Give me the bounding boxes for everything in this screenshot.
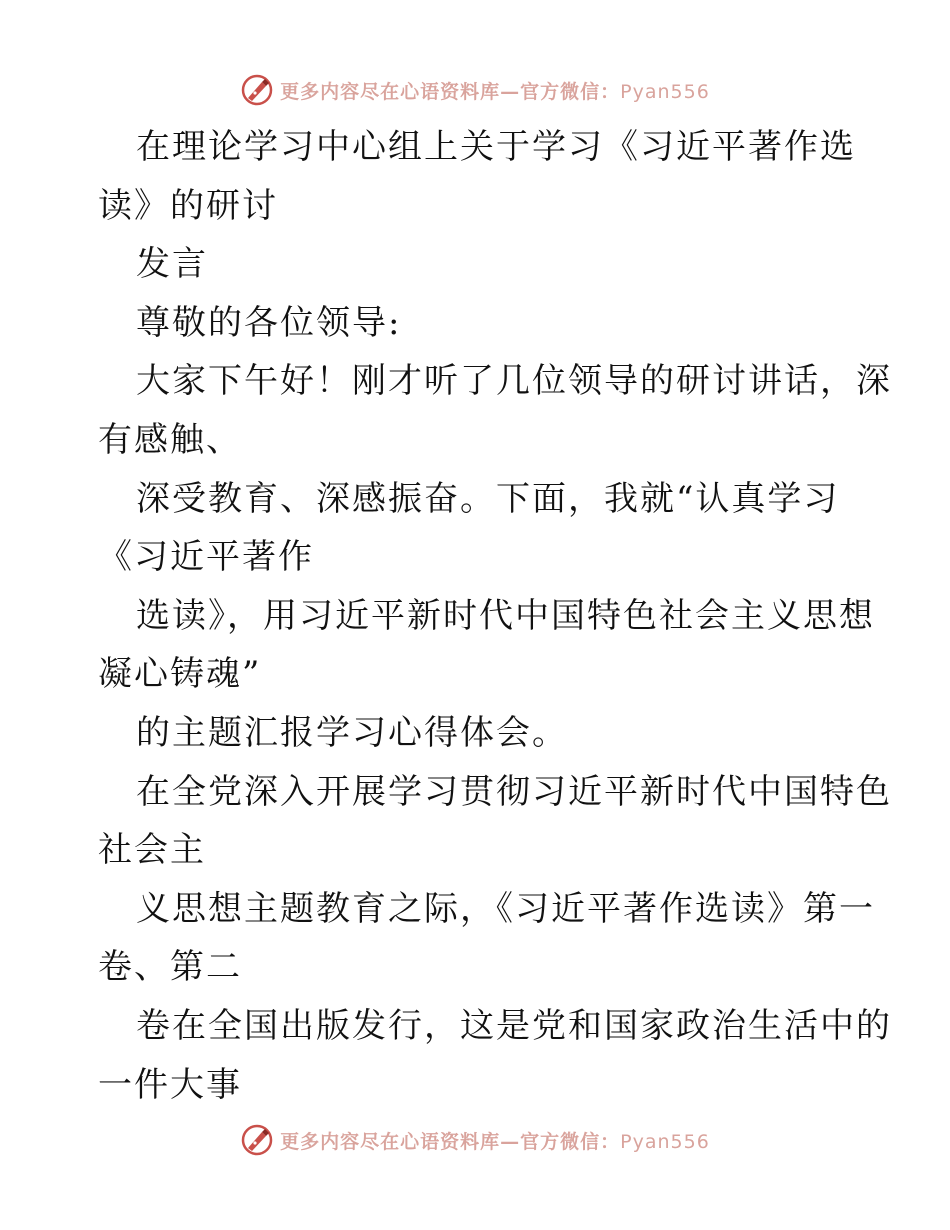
banner-text: 更多内容尽在心语资料库—官方微信：Pyan556	[280, 1130, 710, 1153]
text-line: 卷在全国出版发行，这是党和国家政治生活中的	[136, 1005, 892, 1046]
text-line: 的主题汇报学习心得体会。	[136, 712, 568, 753]
text-line: 《习近平著作	[98, 537, 314, 578]
header-banner	[0, 70, 950, 110]
text-line: 读》的研讨	[98, 185, 278, 226]
text-line: 尊敬的各位领导:	[136, 302, 402, 343]
text-line: 深受教育、深感振奋。下面，我就“认真学习	[136, 478, 840, 519]
pen-nib-logo-icon	[240, 73, 274, 107]
text-line: 一件大事	[98, 1064, 242, 1105]
footer-banner	[0, 1120, 950, 1160]
text-line: 在全党深入开展学习贯彻习近平新时代中国特色	[136, 771, 892, 812]
text-line: 大家下午好！刚才听了几位领导的研讨讲话，深	[136, 361, 892, 402]
text-line: 选读》，用习近平新时代中国特色社会主义思想	[136, 595, 875, 636]
banner-text: 更多内容尽在心语资料库—官方微信：Pyan556	[280, 80, 710, 103]
pen-nib-logo-icon	[240, 1123, 274, 1157]
text-line: 在理论学习中心组上关于学习《习近平著作选	[136, 127, 856, 167]
text-line: 有感触、	[98, 419, 242, 460]
text-line: 卷、第二	[98, 947, 242, 988]
text-line: 社会主	[98, 830, 206, 871]
text-line: 发言	[136, 244, 208, 285]
text-line: 义思想主题教育之际，《习近平著作选读》第一	[136, 888, 875, 929]
text-line: 凝心铸魂”	[98, 654, 262, 695]
document-body	[98, 118, 892, 1114]
